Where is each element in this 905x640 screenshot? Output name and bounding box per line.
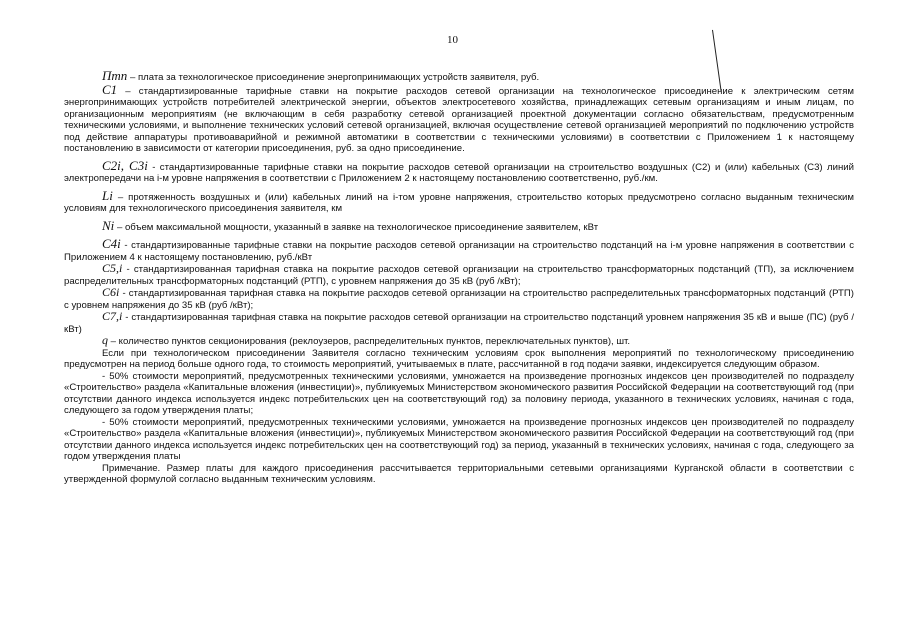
paragraph-li [64, 187, 854, 215]
paragraph-text: Примечание. Размер платы для каждого присоединения рассчитывается территориальными сетевыми организациями Курганской области в соответствии с утвержденной формулой согласно выданным техническим условиям. [64, 462, 854, 485]
paragraph-c6 [64, 287, 854, 311]
formula-symbol: Li [102, 187, 113, 203]
paragraph-text: – протяженность воздушных и (или) кабельных линий на i-том уровне напряжения, строительство которых предусмотрено согласно выданным техническим условиям для технологического присоединения заявителя, км [64, 191, 854, 214]
formula-symbol: C7,i [102, 309, 123, 323]
paragraph-text: – объем максимальной мощности, указанный в заявке на технологическое присоединение заявителем, кВт [114, 221, 599, 233]
paragraph-c4 [64, 238, 854, 263]
paragraph-text: – стандартизированные тарифные ставки на покрытие расходов сетевой организации на технологическое присоединение к электрическим сетям энергопринимающих устройств потребителей электрической энергии, объектов электросетевого хозяйства, принадлежащих сетевым организациям и иным лицам, по организационным мероприятиям (не включающим в себя разработку сетевой организацией проектной документации согласно обязательствам, предусмотренным техническими условиями, и выполнение технических условий сетевой организацией, включая осуществление сетевой организацией мероприятий по подключению устройств под действие аппаратуры противоаварийной и режимной автоматики в соответствии с техническими условиями) в соответствии с Приложением 1 к настоящему постановлению в зависимости от категории присоединения, руб. за одно присоединение. [64, 85, 854, 154]
paragraph-c2c3 [64, 157, 854, 185]
page-number: 10 [447, 34, 458, 46]
paragraph-text: - 50% стоимости мероприятий, предусмотренных техническими условиями, умножается на произведение прогнозных индексов цен производителей по подразделу «Строительство» раздела «Капитальные вложения (инвестиции)», публикуемых Министерством экономического развития Российской Федерации на соответствующий год (при отсутствии данного индекса используется индекс потребительских цен на соответствующий год) за период, указанный в технических условиях, начиная с года, следующего за годом утверждения платы [64, 416, 854, 462]
formula-symbol: C4i [102, 236, 121, 251]
paragraph-ni [64, 217, 854, 234]
paragraph-ptp [64, 70, 854, 84]
paragraph-text: - стандартизированные тарифные ставки на покрытие расходов сетевой организации на строительство подстанций на i-м уровне напряжения в соответствии с Приложением 4 к настоящему постановлению, руб./кВт [64, 240, 854, 263]
paragraph-c5 [64, 263, 854, 287]
paragraph-c1 [64, 81, 854, 155]
formula-symbol: Птп [102, 68, 128, 83]
paragraph-bullet-2 [64, 417, 854, 463]
document-body [64, 70, 854, 486]
paragraph-text: - стандартизированная тарифная ставка на покрытие расходов сетевой организации на строительство трансформаторных подстанций (ТП), за исключением распределительных трансформаторных подстанций (РТП), с уровнем напряжения до 35 кВ (руб /кВт); [64, 264, 854, 287]
paragraph-note [64, 463, 854, 486]
paragraph-text: Если при технологическом присоединении Заявителя согласно техническим условиям срок выполнения мероприятий по технологическому присоединению предусмотрен на период больше одного года, то стоимость мероприятий, учитываемых в плате, рассчитанной в год подачи заявки, индексируется следующим образом. [64, 347, 854, 370]
paragraph-c7 [64, 311, 854, 335]
formula-symbol: C6i [102, 285, 120, 299]
paragraph-text: - 50% стоимости мероприятий, предусмотренных техническими условиями, умножается на произведение прогнозных индексов цен производителей по подразделу «Строительство» раздела «Капитальные вложения (инвестиции)», публикуемых Министерством экономического развития Российской Федерации на соответствующий год (при отсутствии данного индекса используется индекс потребительских цен на соответствующий год) за половину периода, указанного в технических условиях, начиная с года, следующего за годом утверждения платы; [64, 370, 854, 416]
paragraph-text: - стандартизированная тарифная ставка на покрытие расходов сетевой организации на строительство подстанций уровнем напряжения 35 кВ и выше (ПС) (руб /кВт) [64, 312, 854, 335]
formula-symbol: C1 [102, 81, 118, 97]
paragraph-text: – количество пунктов секционирования (реклоузеров, распределительных пунктов, переключательных пунктов), шт. [108, 336, 631, 347]
paragraph-text: - стандартизированная тарифная ставка на покрытие расходов сетевой организации на строительство распределительных трансформаторных подстанций (РТП) с уровнем напряжения до 35 кВ (руб /кВт); [64, 288, 854, 311]
formula-symbol: C2i, C3i [102, 157, 148, 173]
formula-symbol: q [102, 333, 108, 347]
formula-symbol: C5,i [102, 261, 123, 275]
formula-symbol: Ni [102, 217, 115, 233]
paragraph-text: - стандартизированные тарифные ставки на покрытие расходов сетевой организации на строительство воздушных (С2) и (или) кабельных (С3) линий электропередачи на i-м уровне напряжения в соответствии с Приложением 2 к настоящему постановлению соответственно, руб./км. [64, 161, 854, 184]
paragraph-indexation [64, 348, 854, 371]
paragraph-bullet-1 [64, 371, 854, 417]
paragraph-q [64, 335, 854, 348]
paragraph-text: – плата за технологическое присоединение энергопринимающих устройств заявителя, руб. [127, 72, 540, 83]
